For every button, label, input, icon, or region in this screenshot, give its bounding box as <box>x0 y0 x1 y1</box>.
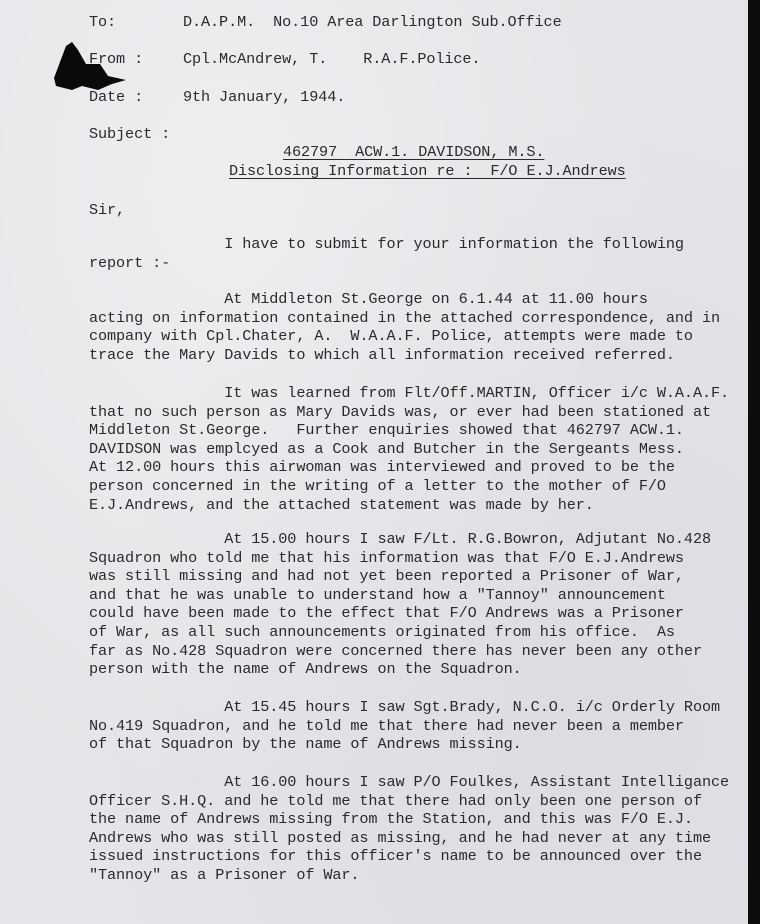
date-label: Date : <box>89 88 144 106</box>
text-line: Middleton St.George. Further enquiries showed that 462797 ACW.1. <box>89 421 684 440</box>
text-line: acting on information contained in the attached correspondence, and in <box>89 308 720 327</box>
text-line: company with Cpl.Chater, A. W.A.A.F. Police, attempts were made to <box>89 327 693 346</box>
text-line: of War, as all such announcements originated from his office. As <box>89 622 675 641</box>
subject-line-1: 462797 ACW.1. DAVIDSON, M.S. <box>283 143 545 161</box>
scan-edge <box>748 0 760 924</box>
text-line: At 15.00 hours I saw F/Lt. R.G.Bowron, Adjutant No.428 <box>89 530 711 548</box>
text-line: It was learned from Flt/Off.MARTIN, Officer i/c W.A.A.F. <box>89 384 729 402</box>
text-line: E.J.Andrews, and the attached statement was made by her. <box>89 495 594 514</box>
text-line: No.419 Squadron, and he told me that there had never been a member <box>89 716 684 735</box>
text-line: that no such person as Mary Davids was, or ever had been stationed at <box>89 402 711 421</box>
paragraph-intro <box>89 235 684 272</box>
text-line: the name of Andrews missing from the Station, and this was F/O E.J. <box>89 810 693 829</box>
from-value: Cpl.McAndrew, T. R.A.F.Police. <box>183 50 481 68</box>
subject-line-2: Disclosing Information re : F/O E.J.Andrews <box>229 162 626 180</box>
text-line: I have to submit for your information the following <box>89 235 684 253</box>
paragraph-foulkes <box>89 773 729 885</box>
text-line: At 15.45 hours I saw Sgt.Brady, N.C.O. i/c Orderly Room <box>89 698 720 716</box>
text-line: and that he was unable to understand how a "Tannoy" announcement <box>89 585 666 604</box>
salutation: Sir, <box>89 201 126 219</box>
paragraph-bowron <box>89 530 711 679</box>
text-line: was still missing and had not yet been reported a Prisoner of War, <box>89 567 684 586</box>
text-line: trace the Mary Davids to which all information received referred. <box>89 345 675 364</box>
text-line: Officer S.H.Q. and he told me that there had only been one person of <box>89 791 702 810</box>
to-value: D.A.P.M. No.10 Area Darlington Sub.Office <box>183 13 562 31</box>
text-line: report :- <box>89 253 171 272</box>
text-line: far as No.428 Squadron were concerned there has never been any other <box>89 641 702 660</box>
text-line: could have been made to the effect that F/O Andrews was a Prisoner <box>89 604 684 623</box>
text-line: "Tannoy" as a Prisoner of War. <box>89 865 360 884</box>
to-label: To: <box>89 13 117 31</box>
date-value: 9th January, 1944. <box>183 88 346 106</box>
text-line: DAVIDSON was emplcyed as a Cook and Butcher in the Sergeants Mess. <box>89 439 684 458</box>
from-label: From : <box>89 50 144 68</box>
text-line: person with the name of Andrews on the Squadron. <box>89 660 522 679</box>
text-line: issued instructions for this officer's name to be announced over the <box>89 847 702 866</box>
text-line: At 16.00 hours I saw P/O Foulkes, Assistant Intelligance <box>89 773 729 791</box>
text-line: Squadron who told me that his information was that F/O E.J.Andrews <box>89 548 684 567</box>
paragraph-martin <box>89 384 729 514</box>
paragraph-brady <box>89 698 720 754</box>
subject-label: Subject : <box>89 125 171 143</box>
paragraph-middleton <box>89 290 720 364</box>
text-line: Andrews who was still posted as missing, and he had never at any time <box>89 828 711 847</box>
text-line: At Middleton St.George on 6.1.44 at 11.00 hours <box>89 290 648 308</box>
text-line: At 12.00 hours this airwoman was interviewed and proved to be the <box>89 458 675 477</box>
text-line: of that Squadron by the name of Andrews missing. <box>89 735 522 754</box>
text-line: person concerned in the writing of a letter to the mother of F/O <box>89 476 666 495</box>
